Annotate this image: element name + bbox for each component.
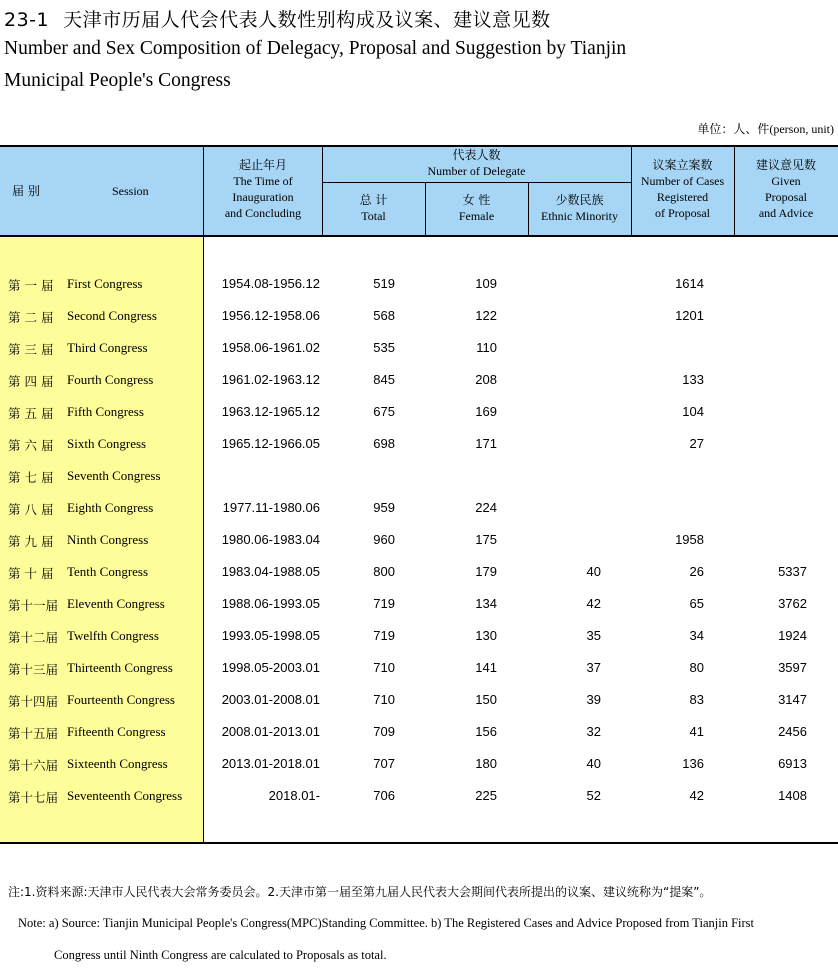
proposal-cell: 104 [682, 404, 704, 419]
header-delegate-en: Number of Delegate [427, 164, 526, 178]
female-cell: 156 [475, 724, 497, 739]
session-en: Fifth Congress [67, 404, 144, 419]
female-cell: 122 [475, 308, 497, 323]
period-cell: 2018.01- [268, 788, 320, 803]
period-cell: 1954.08-1956.12 [221, 276, 320, 291]
ethnic-cell: 40 [586, 756, 601, 771]
proposal-cell: 34 [689, 628, 704, 643]
session-en: Third Congress [67, 340, 148, 355]
session-cn: 第 九 届 [8, 534, 54, 549]
header-ethnic-en: Ethnic Minority [541, 209, 618, 223]
unit-label [697, 120, 834, 137]
session-cn: 第十二届 [8, 630, 59, 645]
note-cn: 注:1.资料来源:天津市人民代表大会常务委员会。2.天津市第一届至第九届人民代表大会期间代表所提出的议案、建议统称为“提案”。 [8, 885, 712, 899]
header-ethnic [528, 192, 631, 224]
header-proposal-en1: Number of Cases [640, 174, 725, 188]
unit-en: (person, unit) [769, 122, 834, 136]
note-en-line2: Congress until Ninth Congress are calculated to Proposals as total. [54, 948, 387, 962]
session-cn: 第十三届 [8, 662, 59, 677]
header-advice-cn: 建议意见数 [755, 158, 816, 172]
female-cell: 179 [475, 564, 497, 579]
header-proposal-en2: Registered [656, 190, 709, 204]
session-cn: 第十七届 [8, 790, 59, 805]
female-cell: 180 [475, 756, 497, 771]
table-title-en-line1: Number and Sex Composition of Delegacy, Proposal and Suggestion by Tianjin [4, 38, 627, 59]
table-row [0, 300, 838, 332]
table-row [0, 652, 838, 684]
header-delegate [322, 147, 631, 179]
advice-cell: 3147 [778, 692, 807, 707]
session-cn: 第十六届 [8, 758, 59, 773]
ethnic-cell: 32 [586, 724, 601, 739]
table-row [0, 684, 838, 716]
session-cn: 第 三 届 [8, 342, 54, 357]
session-en: Twelfth Congress [67, 628, 159, 643]
total-cell: 535 [373, 340, 395, 355]
header-advice-en3: and Advice [758, 206, 814, 220]
total-cell: 719 [373, 628, 395, 643]
period-cell: 1958.06-1961.02 [221, 340, 320, 355]
female-cell: 150 [475, 692, 497, 707]
header-female-cn: 女 性 [462, 193, 491, 207]
proposal-cell: 80 [689, 660, 704, 675]
proposal-cell: 42 [689, 788, 704, 803]
table-title-en-line2: Municipal People's Congress [4, 70, 231, 91]
table-row [0, 780, 838, 812]
proposal-cell: 41 [689, 724, 704, 739]
period-cell: 2008.01-2013.01 [221, 724, 320, 739]
total-cell: 959 [373, 500, 395, 515]
total-cell: 519 [373, 276, 395, 291]
header-ethnic-cn: 少数民族 [555, 193, 604, 207]
header-total-en: Total [361, 209, 386, 223]
total-cell: 698 [373, 436, 395, 451]
session-cn: 第 八 届 [8, 502, 54, 517]
table-number: 23-1 [4, 9, 50, 31]
header-period-cn: 起止年月 [238, 158, 287, 172]
header-session-cn: 届 别 [12, 184, 40, 198]
period-cell: 1963.12-1965.12 [221, 404, 320, 419]
ethnic-cell: 42 [586, 596, 601, 611]
proposal-cell: 65 [689, 596, 704, 611]
period-cell: 1977.11-1980.06 [222, 500, 320, 515]
proposal-cell: 133 [682, 372, 704, 387]
session-cn: 第 五 届 [8, 406, 54, 421]
unit-cn: 单位：人、件 [697, 122, 770, 136]
ethnic-cell: 39 [586, 692, 601, 707]
session-cn: 第 二 届 [8, 310, 54, 325]
table-row [0, 332, 838, 364]
session-en: Eleventh Congress [67, 596, 165, 611]
female-cell: 134 [475, 596, 497, 611]
session-en: Seventh Congress [67, 468, 161, 483]
session-en: Fourth Congress [67, 372, 154, 387]
period-cell: 1980.06-1983.04 [221, 532, 320, 547]
header-proposal-cn: 议案立案数 [652, 158, 713, 172]
table-row [0, 396, 838, 428]
advice-cell: 1924 [778, 628, 807, 643]
table-row [0, 588, 838, 620]
table-row [0, 556, 838, 588]
table-row [0, 524, 838, 556]
header-advice-en1: Given [771, 174, 801, 188]
period-cell: 1965.12-1966.05 [221, 436, 320, 451]
session-cn: 第十五届 [8, 726, 59, 741]
session-en: Ninth Congress [67, 532, 149, 547]
female-cell: 169 [475, 404, 497, 419]
period-cell: 1998.05-2003.01 [221, 660, 320, 675]
header-female-en: Female [458, 209, 495, 223]
period-cell: 1961.02-1963.12 [221, 372, 320, 387]
header-female [425, 192, 528, 224]
advice-cell: 3762 [778, 596, 807, 611]
header-period-en1: The Time of [233, 174, 293, 188]
session-en: Thirteenth Congress [67, 660, 173, 675]
female-cell: 110 [476, 340, 497, 355]
session-en: Eighth Congress [67, 500, 154, 515]
total-cell: 707 [373, 756, 395, 771]
table-row [0, 428, 838, 460]
ethnic-cell: 40 [586, 564, 601, 579]
total-cell: 706 [373, 788, 395, 803]
session-en: Fourteenth Congress [67, 692, 175, 707]
header-session-en: Session [112, 184, 149, 198]
header-delegate-cn: 代表人数 [452, 148, 501, 162]
proposal-cell: 1614 [675, 276, 704, 291]
advice-cell: 5337 [778, 564, 807, 579]
session-en: Fifteenth Congress [67, 724, 166, 739]
session-en: Sixteenth Congress [67, 756, 168, 771]
header-period-en2: Inauguration [232, 190, 294, 204]
header-proposal [631, 157, 734, 221]
period-cell: 1993.05-1998.05 [221, 628, 320, 643]
female-cell: 171 [475, 436, 497, 451]
proposal-cell: 27 [689, 436, 704, 451]
female-cell: 224 [475, 500, 497, 515]
header-period-en3: and Concluding [224, 206, 302, 220]
title-cn-text: 天津市历届人代会代表人数性别构成及议案、建议意见数 [63, 9, 551, 31]
table-row [0, 460, 838, 492]
female-cell: 225 [475, 788, 497, 803]
period-cell: 2013.01-2018.01 [221, 756, 320, 771]
total-cell: 710 [373, 692, 395, 707]
session-cn: 第十四届 [8, 694, 59, 709]
female-cell: 109 [475, 276, 497, 291]
session-en: Sixth Congress [67, 436, 147, 451]
table-title-cn [4, 5, 551, 32]
table-row [0, 620, 838, 652]
proposal-cell: 83 [689, 692, 704, 707]
period-cell: 1983.04-1988.05 [221, 564, 320, 579]
ethnic-cell: 37 [586, 660, 601, 675]
period-cell: 2003.01-2008.01 [221, 692, 320, 707]
total-cell: 719 [373, 596, 395, 611]
table-row [0, 268, 838, 300]
female-cell: 141 [475, 660, 497, 675]
female-cell: 130 [475, 628, 497, 643]
header-period [204, 157, 322, 221]
period-cell: 1956.12-1958.06 [221, 308, 320, 323]
table-row [0, 716, 838, 748]
session-cn: 第 十 届 [8, 566, 54, 581]
total-cell: 960 [373, 532, 395, 547]
total-cell: 845 [373, 372, 395, 387]
ethnic-cell: 35 [586, 628, 601, 643]
table-bottom-border [0, 842, 838, 844]
advice-cell: 3597 [778, 660, 807, 675]
advice-cell: 6913 [778, 756, 807, 771]
header-advice-en2: Proposal [765, 190, 807, 204]
proposal-cell: 26 [689, 564, 704, 579]
session-en: First Congress [67, 276, 143, 291]
total-cell: 568 [373, 308, 395, 323]
table-row [0, 364, 838, 396]
session-cn: 第十一届 [8, 598, 59, 613]
header-total [322, 192, 425, 224]
session-cn: 第 一 届 [8, 278, 54, 293]
female-cell: 175 [475, 532, 497, 547]
total-cell: 710 [373, 660, 395, 675]
proposal-cell: 1201 [675, 308, 704, 323]
session-cn: 第 六 届 [8, 438, 54, 453]
header-total-cn: 总 计 [359, 193, 388, 207]
session-en: Second Congress [67, 308, 157, 323]
table-row [0, 492, 838, 524]
period-cell: 1988.06-1993.05 [221, 596, 320, 611]
header-advice [734, 157, 838, 221]
session-cn: 第 四 届 [8, 374, 54, 389]
total-cell: 800 [373, 564, 395, 579]
session-en: Tenth Congress [67, 564, 149, 579]
header-divider [322, 182, 631, 183]
session-en: Seventeenth Congress [67, 788, 183, 803]
note-en-line1: Note: a) Source: Tianjin Municipal People's Congress(MPC)Standing Committee. b) The Registered Cases and Advice Proposed from Tianjin First [18, 916, 754, 930]
advice-cell: 2456 [778, 724, 807, 739]
ethnic-cell: 52 [586, 788, 601, 803]
proposal-cell: 1958 [675, 532, 704, 547]
total-cell: 709 [373, 724, 395, 739]
advice-cell: 1408 [778, 788, 807, 803]
session-cn: 第 七 届 [8, 470, 54, 485]
table-row [0, 748, 838, 780]
proposal-cell: 136 [682, 756, 704, 771]
female-cell: 208 [475, 372, 497, 387]
header-proposal-en3: of Proposal [655, 206, 710, 220]
total-cell: 675 [373, 404, 395, 419]
